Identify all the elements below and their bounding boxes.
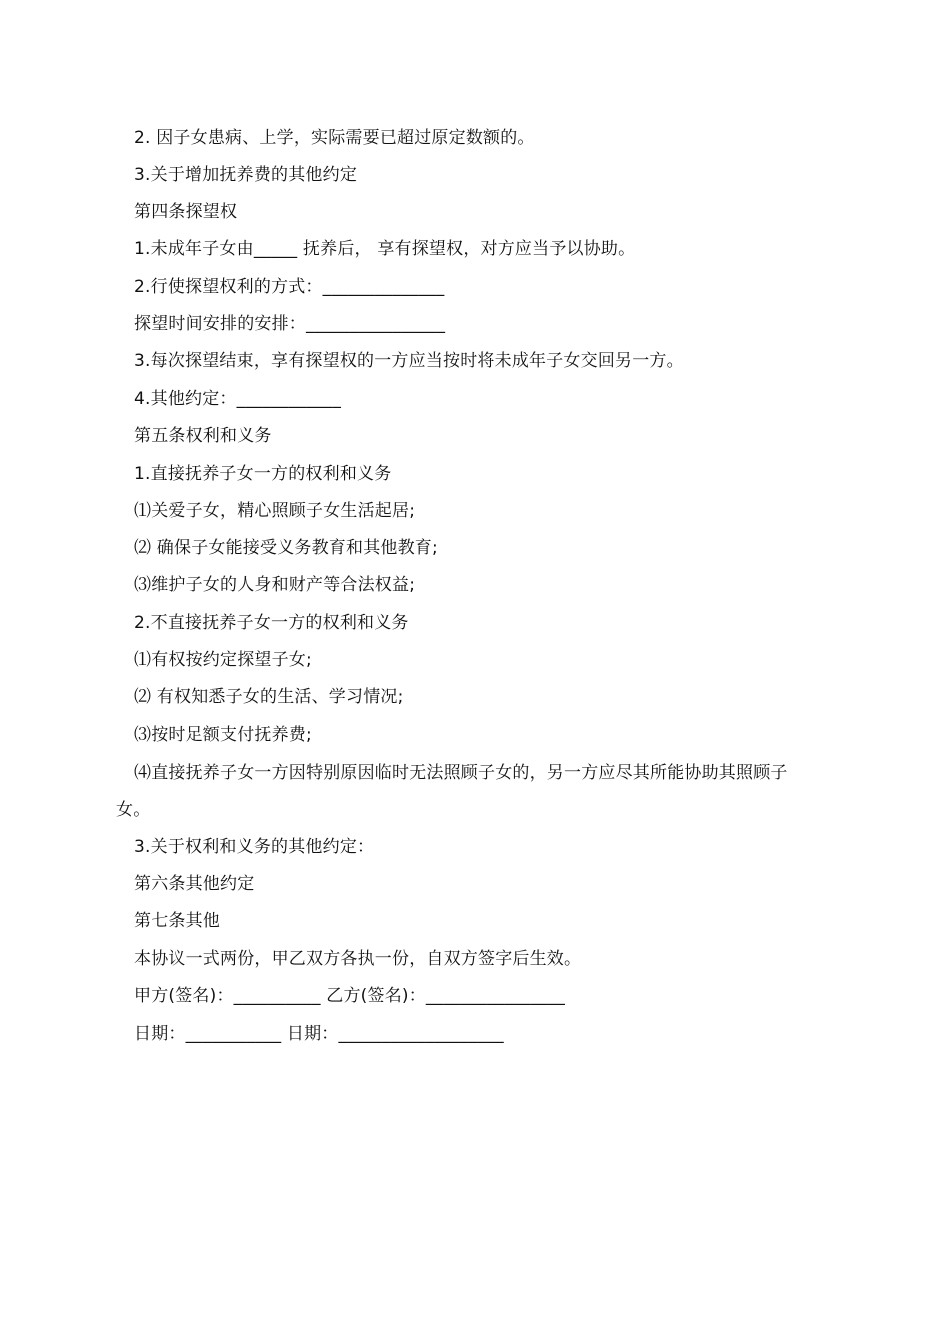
clause-line: ⑶维护子女的人身和财产等合法权益; — [134, 575, 416, 595]
section-heading: 第四条探望权 — [134, 202, 238, 222]
section-heading: 第七条其他 — [134, 911, 220, 931]
clause-line: 4.其他约定：____________ — [134, 389, 342, 409]
section-heading: 第六条其他约定 — [134, 874, 255, 894]
clause-line: 1.未成年子女由_____ 抚养后， 享有探望权，对方应当予以协助。 — [134, 239, 636, 259]
clause-line: 1.直接抚养子女一方的权利和义务 — [134, 464, 392, 484]
clause-line: 3.关于增加抚养费的其他约定 — [134, 165, 358, 185]
clause-line: 本协议一式两份，甲乙双方各执一份，自双方签字后生效。 — [134, 949, 582, 969]
clause-line: 2.行使探望权利的方式：______________ — [134, 277, 445, 297]
section-heading: 第五条权利和义务 — [134, 426, 272, 446]
signature-line: 甲方(签名)：__________ 乙方(签名)：________________ — [134, 986, 566, 1006]
clause-line: 2. 因子女患病、上学，实际需要已超过原定数额的。 — [134, 128, 535, 148]
clause-line: 2.不直接抚养子女一方的权利和义务 — [134, 613, 409, 633]
date-line: 日期：___________ 日期：___________________ — [134, 1024, 504, 1044]
clause-line: ⑴关爱子女，精心照顾子女生活起居; — [134, 501, 416, 521]
clause-line: ⑴有权按约定探望子女; — [134, 650, 312, 670]
clause-line: 3.每次探望结束，享有探望权的一方应当按时将未成年子女交回另一方。 — [134, 351, 684, 371]
clause-paragraph: ⑷直接抚养子女一方因特别原因临时无法照顾子女的，另一方应尽其所能协助其照顾子女。 — [116, 763, 788, 820]
clause-line: ⑶按时足额支付抚养费; — [134, 725, 312, 745]
clause-line: ⑵ 确保子女能接受义务教育和其他教育; — [134, 538, 438, 558]
clause-line: 探望时间安排的安排：________________ — [134, 314, 446, 334]
clause-line: 3.关于权利和义务的其他约定： — [134, 837, 375, 857]
clause-line: ⑵ 有权知悉子女的生活、学习情况; — [134, 687, 404, 707]
